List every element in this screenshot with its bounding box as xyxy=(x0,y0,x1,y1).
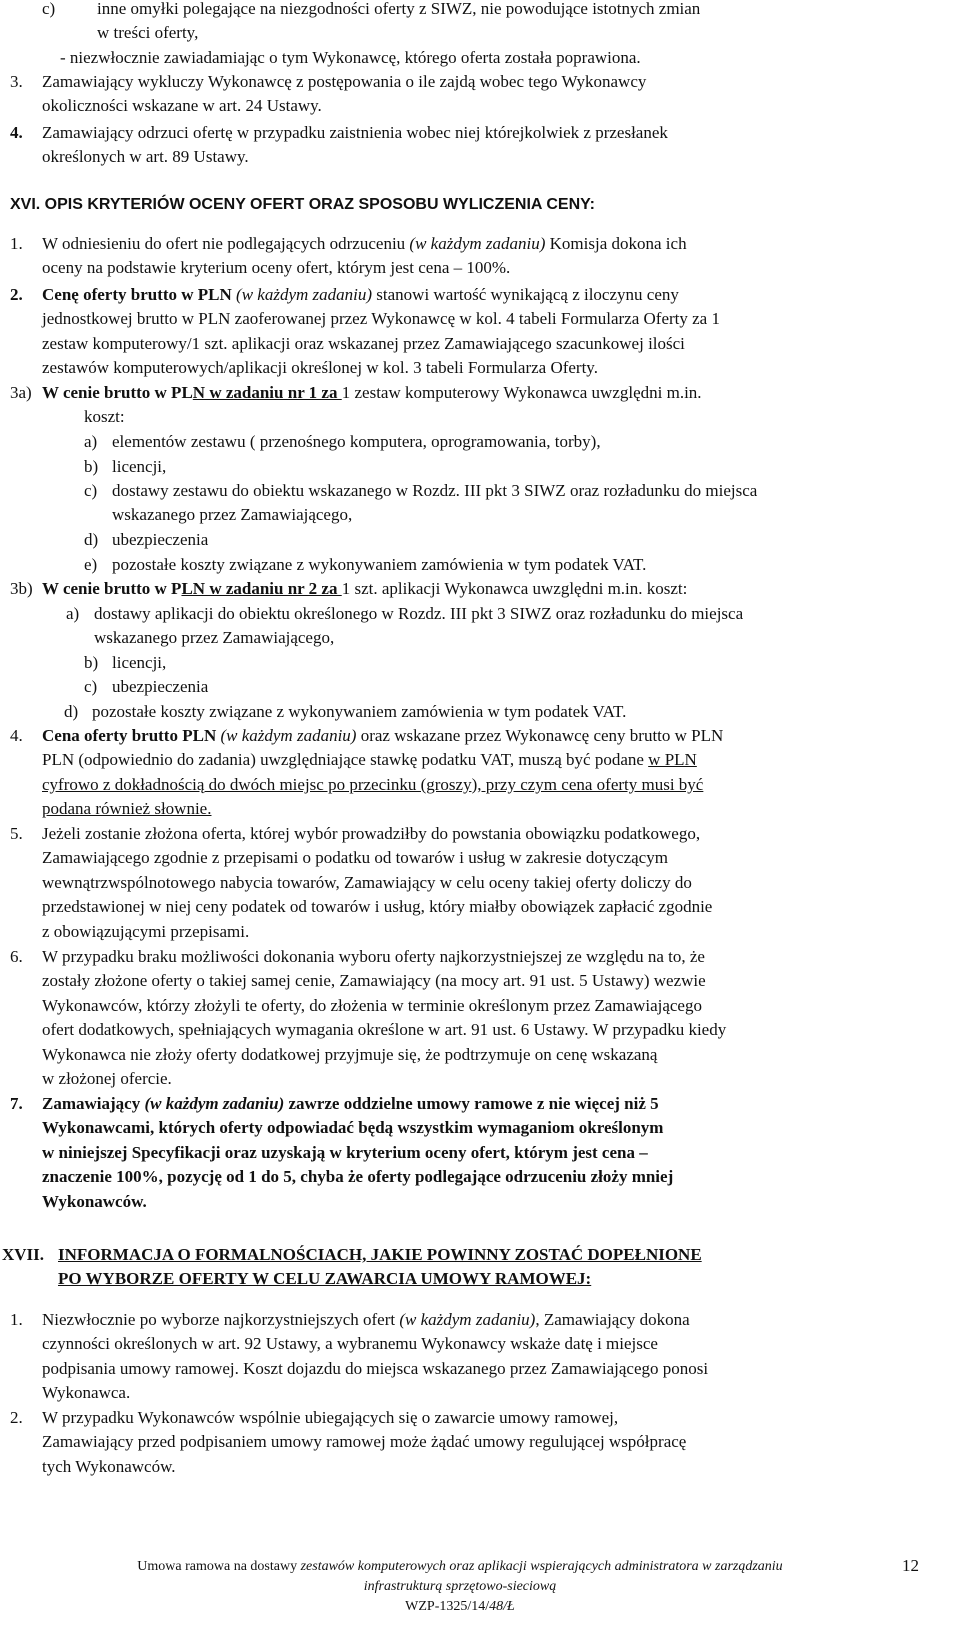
text-line: Wykonawca nie złoży oferty dodatkowej przyjmuje się, że podtrzymuje on cenę wskazaną xyxy=(42,1044,658,1064)
list-marker: d) xyxy=(64,702,79,721)
list-marker: 4. xyxy=(10,123,23,142)
list-item xyxy=(112,553,920,577)
list-marker: a) xyxy=(66,604,80,623)
text-line: okoliczności wskazane w art. 24 Ustawy. xyxy=(42,96,322,116)
list-marker: 1. xyxy=(10,1310,23,1329)
text-line: z obowiązującymi przepisami. xyxy=(42,921,250,941)
italic-span: (w każdym zadaniu) xyxy=(409,234,546,253)
text-line: W przypadku Wykonawców wspólnie ubiegających się o zawarcie umowy ramowej, xyxy=(42,1408,619,1427)
list-item xyxy=(112,455,920,479)
list-marker: b) xyxy=(84,457,99,476)
text-line: ubezpieczenia xyxy=(112,530,209,549)
text-line: w treści oferty, xyxy=(97,23,199,43)
bold-span: Zamawiający xyxy=(42,1094,145,1113)
text-line: ubezpieczenia xyxy=(112,677,209,696)
list-marker: c) xyxy=(84,677,98,696)
page-number: 12 xyxy=(902,1556,919,1575)
list-item xyxy=(60,46,920,70)
paragraph xyxy=(42,232,920,281)
text-line: zestawów komputerowych/aplikacji określonej w kol. 3 tabeli Formularza Oferty. xyxy=(42,358,598,378)
text-line: - niezwłocznie zawiadamiając o tym Wykonawcę, którego oferta została poprawiona. xyxy=(60,48,641,67)
text-line: Wykonawca. xyxy=(42,1383,131,1403)
text-span: , Zamawiający dokona xyxy=(535,1310,690,1329)
heading-line: INFORMACJA O FORMALNOŚCIACH, JAKIE POWINNY ZOSTAĆ DOPEŁNIONE xyxy=(58,1245,702,1264)
text-line: zestaw komputerowy/1 szt. aplikacji oraz wskazanej przez Zamawiającego szacunkowej ilości xyxy=(42,333,685,353)
text-line: Wykonawców, którzy złożyli te oferty, do złożenia w terminie określonym przez Zamawiającego xyxy=(42,995,702,1015)
list-marker: 2. xyxy=(10,1408,23,1427)
bold-underlined-span: N w zadaniu nr 1 za xyxy=(192,383,342,402)
list-marker: c) xyxy=(84,481,98,500)
list-item xyxy=(94,602,920,651)
list-marker: 3b) xyxy=(10,579,33,598)
text-line: Zamawiający odrzuci ofertę w przypadku zaistnienia wobec niej którejkolwiek z przesłanek xyxy=(42,123,668,142)
heading-line: PO WYBORZE OFERTY W CELU ZAWARCIA UMOWY RAMOWEJ: xyxy=(58,1269,592,1289)
text-line: Wykonawcami, których oferty odpowiadać będą wszystkim wymaganiom określonym xyxy=(42,1118,664,1138)
paragraph xyxy=(42,1308,920,1406)
text-line: dostawy zestawu do obiektu wskazanego w Rozdz. III pkt 3 SIWZ oraz rozładunku do miejsca xyxy=(112,481,758,500)
text-line: wskazanego przez Zamawiającego, xyxy=(94,628,335,648)
bold-span: W cenie brutto w P xyxy=(42,579,182,598)
paragraph xyxy=(42,283,920,381)
list-item xyxy=(112,430,920,454)
section-heading xyxy=(58,1243,920,1292)
text-line: zostały złożone oferty o takiej samej cenie, Zamawiający (na mocy art. 91 ust. 5 Ustawy) wezwie xyxy=(42,971,706,991)
italic-span: (w każdym zadaniu) xyxy=(399,1310,536,1329)
paragraph xyxy=(42,1092,920,1214)
bold-span: zawrze oddzielne umowy ramowe z nie więcej niż 5 xyxy=(284,1094,659,1113)
list-item xyxy=(112,651,920,675)
text-line: znaczenie 100%, pozycję od 1 do 5, chyba że oferty podlegające odrzuceniu złoży mniej xyxy=(42,1167,674,1187)
text-line: Zamawiający wykluczy Wykonawcę z postępowania o ile zajdą wobec tego Wykonawcy xyxy=(42,72,647,91)
text-span: 1 szt. aplikacji Wykonawca uwzględni m.in. koszt: xyxy=(341,579,688,598)
list-marker: b) xyxy=(84,653,99,672)
text-line: określonych w art. 89 Ustawy. xyxy=(42,147,249,167)
text-line: W przypadku braku możliwości dokonania wyboru oferty najkorzystniejszej ze względu na to, że xyxy=(42,947,705,966)
list-marker: 1. xyxy=(10,234,23,253)
paragraph xyxy=(42,577,920,601)
text-span: W odniesieniu do ofert nie podlegających odrzuceniu xyxy=(42,234,410,253)
text-line: wewnątrzwspólnotowego nabycia towarów, Zamawiający w celu oceny takiej oferty doliczy do xyxy=(42,872,692,892)
italic-span: (w każdym zadaniu) xyxy=(231,285,373,304)
text-line: inne omyłki polegające na niezgodności oferty z SIWZ, nie powodujące istotnych zmian xyxy=(97,0,701,18)
page-footer xyxy=(20,1557,900,1617)
italic-span: (w każdym zadaniu) xyxy=(216,726,357,745)
footer-reference: 48/Ł xyxy=(489,1599,515,1614)
text-line: w złożonej ofercie. xyxy=(42,1069,172,1089)
text-line: Zamawiający przed podpisaniem umowy ramowej może żądać umowy regulującej współpracę xyxy=(42,1432,687,1452)
list-marker: a) xyxy=(84,432,98,451)
paragraph xyxy=(42,945,920,1091)
list-marker: 6. xyxy=(10,947,23,966)
footer-reference: WZP-1325/14/ xyxy=(405,1599,490,1614)
text-line: licencji, xyxy=(112,457,167,476)
section-heading: XVI. OPIS KRYTERIÓW OCENY OFERT ORAZ SPOSOBU WYLICZENIA CENY: xyxy=(10,196,595,213)
list-item xyxy=(112,479,920,528)
text-line: czynności określonych w art. 92 Ustawy, a wybranemu Wykonawcy wskaże datę i miejsce xyxy=(42,1334,658,1354)
text-span: stanowi wartość wynikającą z iloczynu ceny xyxy=(372,285,679,304)
list-marker: c) xyxy=(42,0,56,18)
list-item xyxy=(112,528,920,552)
text-line: pozostałe koszty związane z wykonywaniem zamówienia w tym podatek VAT. xyxy=(92,702,627,721)
list-marker: 4. xyxy=(10,726,23,745)
text-line: przedstawionej w niej ceny podatek od towarów i usług, który miałby obowiązek zapłacić zgodnie xyxy=(42,897,713,917)
list-marker: e) xyxy=(84,555,98,574)
list-marker: 3a) xyxy=(10,383,32,402)
text-line: ofert dodatkowych, spełniających wymagania określone w art. 91 ust. 6 Ustawy. W przypadku kiedy xyxy=(42,1020,727,1040)
list-marker: 7. xyxy=(10,1094,23,1113)
text-span: PLN (odpowiednio do zadania) uwzględniające stawkę podatku VAT, muszą być podane xyxy=(42,750,649,770)
text-line: koszt: xyxy=(84,407,125,426)
text-line: licencji, xyxy=(112,653,167,672)
paragraph xyxy=(42,822,920,944)
list-marker: 5. xyxy=(10,824,23,843)
text-line: Jeżeli zostanie złożona oferta, której wybór prowadziłby do powstania obowiązku podatkowego, xyxy=(42,824,701,843)
paragraph xyxy=(42,1406,920,1479)
footer-text: zestawów komputerowych oraz aplikacji wspierających administratora w zarządzaniu xyxy=(300,1559,783,1574)
bold-span: W cenie brutto w PL xyxy=(42,383,193,402)
text-line: oceny na podstawie kryterium oceny ofert, którym jest cena – 100%. xyxy=(42,258,511,278)
list-marker: 3. xyxy=(10,72,23,91)
underlined-line: cyfrowo z dokładnością do dwóch miejsc po przecinku (groszy), przy czym cena oferty musi być xyxy=(42,774,704,794)
text-line: Zamawiającego zgodnie z przepisami o podatku od towarów i usług w zakresie dotyczącym xyxy=(42,848,668,868)
list-item xyxy=(97,0,917,46)
text-line: tych Wykonawców. xyxy=(42,1456,176,1476)
list-marker: d) xyxy=(84,530,99,549)
underlined-line: podana również słownie. xyxy=(42,799,212,819)
list-item xyxy=(42,121,920,170)
text-span: Komisja dokona ich xyxy=(545,234,687,253)
section-number: XVII. xyxy=(2,1245,45,1264)
text-line: jednostkowej brutto w PLN zaoferowanej przez Wykonawcę w kol. 4 tabeli Formularza Oferty za 1 xyxy=(42,309,720,329)
text-line: pozostałe koszty związane z wykonywaniem zamówienia w tym podatek VAT. xyxy=(112,555,647,574)
list-item xyxy=(42,70,920,119)
text-span: oraz wskazane przez Wykonawcę ceny brutto w PLN xyxy=(356,726,724,745)
text-line: elementów zestawu ( przenośnego komputera, oprogramowania, torby), xyxy=(112,432,601,451)
paragraph xyxy=(42,724,920,822)
footer-text: infrastrukturą sprzętowo-sieciową xyxy=(363,1579,557,1594)
text-line: dostawy aplikacji do obiektu określonego w Rozdz. III pkt 3 SIWZ oraz rozładunku do miejsca xyxy=(94,604,744,623)
text-line: w niniejszej Specyfikacji oraz uzyskają w kryterium oceny ofert, którym jest cena – xyxy=(42,1142,648,1162)
list-item xyxy=(112,675,920,699)
footer-text: Umowa ramowa na dostawy xyxy=(137,1559,301,1574)
bold-underlined-span: LN w zadaniu nr 2 za xyxy=(181,579,342,598)
bold-span: Cenę oferty brutto w PLN xyxy=(42,285,232,304)
bold-italic-span: (w każdym zadaniu) xyxy=(144,1094,285,1113)
text-line: wskazanego przez Zamawiającego, xyxy=(112,505,353,525)
text-line: podpisania umowy ramowej. Koszt dojazdu do miejsca wskazanego przez Zamawiającego ponosi xyxy=(42,1358,709,1378)
list-marker: 2. xyxy=(10,285,23,304)
underlined-span: w PLN xyxy=(648,750,697,770)
text-line: Wykonawców. xyxy=(42,1191,147,1211)
paragraph xyxy=(42,381,920,405)
list-item xyxy=(92,700,920,724)
bold-span: Cena oferty brutto PLN xyxy=(42,726,217,745)
text-span: 1 zestaw komputerowy Wykonawca uwzględni m.in. xyxy=(341,383,702,402)
text-span: Niezwłocznie po wyborze najkorzystniejszych ofert xyxy=(42,1310,400,1329)
